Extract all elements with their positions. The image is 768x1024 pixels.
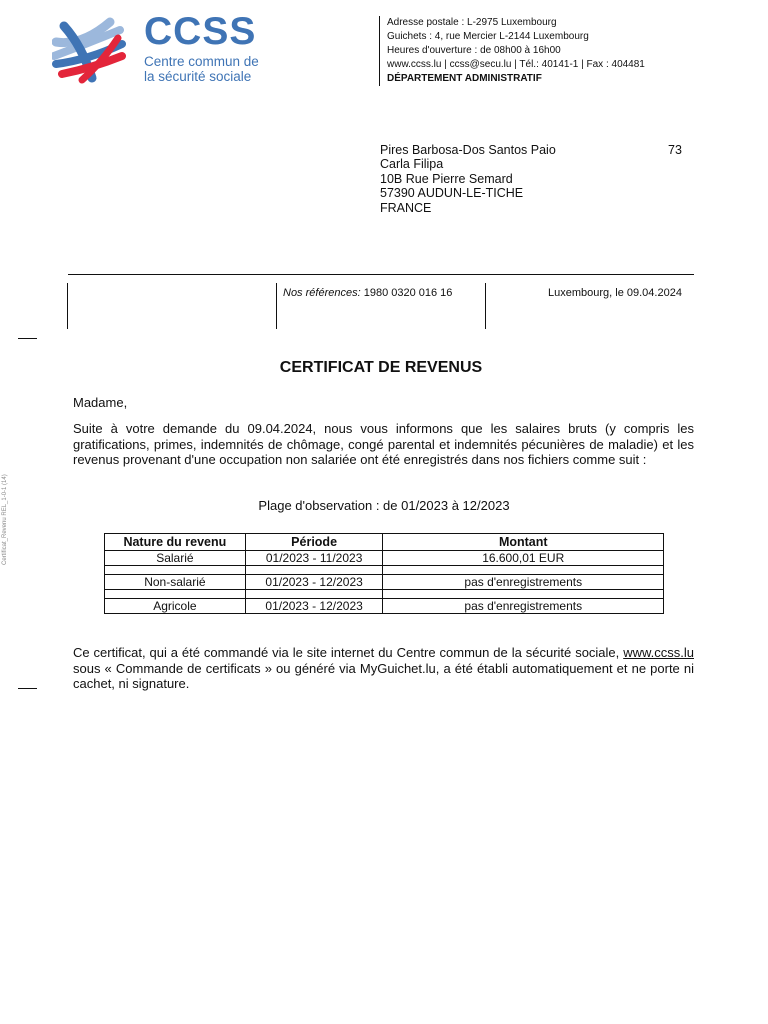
- contact-hours: Heures d'ouverture : de 08h00 à 16h00: [387, 45, 561, 56]
- salutation: Madame,: [73, 395, 128, 410]
- recipient-name-line2: Carla Filipa: [380, 157, 444, 172]
- table-row: [105, 599, 664, 614]
- ccss-website-link[interactable]: www.ccss.lu: [623, 645, 694, 660]
- cell-nature: Non-salarié: [105, 575, 246, 590]
- reference-value: 1980 0320 016 16: [363, 287, 453, 299]
- contact-department: DÉPARTEMENT ADMINISTRATIF: [387, 73, 542, 84]
- column-header-period: Période: [245, 534, 383, 551]
- side-form-code: Certificat_Revenu REL_1-0-1 (14): [2, 474, 8, 565]
- table-row: [105, 551, 664, 566]
- closing-paragraph: [73, 645, 694, 692]
- income-table: [104, 533, 664, 614]
- cell-nature: Agricole: [105, 599, 246, 614]
- recipient-name-line1: Pires Barbosa-Dos Santos Paio: [380, 143, 556, 157]
- cell-amount: pas d'enregistrements: [383, 575, 664, 590]
- column-header-amount: Montant: [383, 534, 664, 551]
- table-spacer-row: [105, 590, 664, 599]
- logo-subtitle: [144, 54, 259, 84]
- cell-amount: 16.600,01 EUR: [383, 551, 664, 566]
- document-title: CERTIFICAT DE REVENUS: [279, 359, 483, 376]
- table-spacer-row: [105, 566, 664, 575]
- intro-paragraph: Suite à votre demande du 09.04.2024, nous vous informons que les salaires bruts (y compris les gratifications, primes, indemnités de chômage, congé parental et indemnités pécunières de maladie) et les revenus provenant d'une occupation non salariée ont été enregistrés dans nos fichiers comme suit :: [73, 421, 694, 467]
- document-date: Luxembourg, le 09.04.2024: [548, 287, 682, 299]
- table-row: [105, 575, 664, 590]
- logo-subtitle-line1: Centre commun de: [144, 54, 259, 69]
- table-header-row: [105, 534, 664, 551]
- reference-separator: [67, 283, 68, 329]
- observation-period: Plage d'observation : de 01/2023 à 12/2023: [258, 498, 510, 513]
- reference-divider: [68, 274, 694, 275]
- column-header-nature: Nature du revenu: [105, 534, 246, 551]
- reference-label: Nos références:: [283, 287, 361, 299]
- contact-address: Adresse postale : L-2975 Luxembourg: [387, 17, 557, 28]
- logo-wordmark: CCSS: [144, 10, 257, 53]
- cell-period: 01/2023 - 12/2023: [245, 575, 383, 590]
- closing-text-part2: sous « Commande de certificats » ou généré via MyGuichet.lu, a été établi automatiquement et ne porte ni cachet, ni signature.: [73, 660, 694, 691]
- cell-amount: pas d'enregistrements: [383, 599, 664, 614]
- reference: [283, 287, 452, 299]
- closing-text-part1: Ce certificat, qui a été commandé via le site internet du Centre commun de la sécurité sociale,: [73, 645, 624, 660]
- contact-counters: Guichets : 4, rue Mercier L-2144 Luxembourg: [387, 31, 589, 42]
- recipient-city: 57390 AUDUN-LE-TICHE: [380, 186, 524, 201]
- reference-separator: [276, 283, 277, 329]
- cell-period: 01/2023 - 12/2023: [245, 599, 383, 614]
- cell-period: 01/2023 - 11/2023: [245, 551, 383, 566]
- logo-subtitle-line2: la sécurité sociale: [144, 69, 252, 84]
- fold-mark: [18, 688, 37, 689]
- contact-web-phone: www.ccss.lu | ccss@secu.lu | Tél.: 40141-1 | Fax : 404481: [387, 59, 645, 70]
- recipient-street: 10B Rue Pierre Semard: [380, 171, 513, 186]
- recipient-code: 73: [668, 143, 682, 157]
- recipient-address: [380, 143, 570, 215]
- cell-nature: Salarié: [105, 551, 246, 566]
- ccss-logo-icon: [52, 16, 126, 84]
- fold-mark: [18, 338, 37, 339]
- contact-block: [379, 16, 645, 86]
- recipient-country: FRANCE: [380, 200, 432, 215]
- reference-separator: [485, 283, 486, 329]
